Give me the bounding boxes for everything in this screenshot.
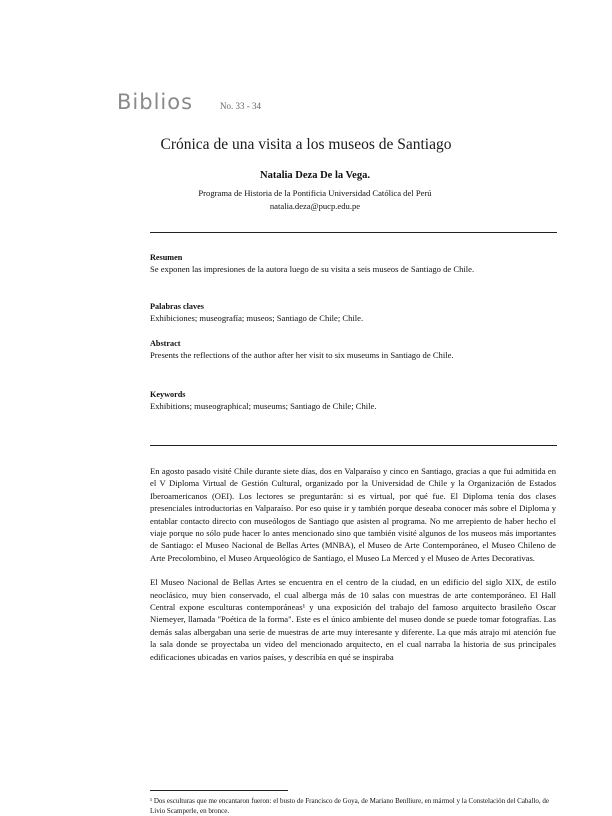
footnote-1: ¹ Dos esculturas que me encantaron fueron: el busto de Francisco de Goya, de Mariano Benlliure, en mármol y la Constelación del Caballo, de Livio Scamperle, en bronce. (150, 797, 550, 815)
palabras-text: Exhibiciones; museografía; museos; Santiago de Chile; Chile. (150, 313, 364, 323)
article-body (150, 465, 556, 675)
palabras-section (150, 301, 560, 324)
journal-name: Biblios (117, 90, 194, 114)
palabras-heading: Palabras claves (150, 302, 204, 311)
abstract-section (150, 338, 530, 361)
keywords-section (150, 389, 560, 412)
author-block (150, 170, 480, 213)
issue-number: No. 33 - 34 (220, 101, 261, 111)
keywords-text: Exhibitions; museographical; museums; Santiago de Chile; Chile. (150, 401, 377, 411)
bottom-divider (150, 445, 557, 446)
resumen-text: Se exponen las impresiones de la autora luego de su visita a seis museos de Santiago de Chile. (150, 264, 475, 274)
footnote-divider (150, 790, 288, 791)
resumen-section (150, 252, 560, 275)
resumen-heading: Resumen (150, 253, 183, 262)
body-paragraph-1: En agosto pasado visité Chile durante siete días, dos en Valparaíso y cinco en Santiago, gracias a que fui admitida en el V Diploma Virtual de Gestión Cultural, organizado por la Universidad de Chile y la Organización de Estados Iberoamericanos (OEI). Los lectores se preguntarán: si es virtual, por qué fue. El Diploma tenía dos clases presenciales introductorias en Valparaíso. Por eso quise ir y también porque deseaba conocer más sobre el Diploma y entablar contacto directo con museólogos de Santiago que asisten al programa. No me arrepiento de haber hecho el viaje porque no sólo pude hacer lo antes mencionado sino que también visité algunos de los museos más importantes de Santiago: el Museo Nacional de Bellas Artes (MNBA), el Museo de Arte Contemporáneo, el Museo Chileno de Arte Precolombino, el Museo Arqueológico de Santiago, el Museo La Merced y el Museo de Artes Decorativas. (150, 466, 556, 563)
top-divider (150, 232, 557, 233)
keywords-heading: Keywords (150, 390, 186, 399)
article-title: Crónica de una visita a los museos de Santiago (160, 136, 452, 153)
author-email[interactable]: natalia.deza@pucp.edu.pe (269, 201, 361, 211)
abstract-heading: Abstract (150, 339, 181, 348)
author-name: Natalia Deza De la Vega. (260, 170, 370, 181)
author-affiliation: Programa de Historia de la Pontificia Universidad Católica del Perú (198, 188, 432, 198)
body-paragraph-2: El Museo Nacional de Bellas Artes se encuentra en el centro de la ciudad, en un edificio del siglo XIX, de estilo neoclásico, muy bien conservado, el cual alberga más de 10 salas con muestras de arte contemporáneo. El Hall Central expone esculturas contemporáneas¹ y una exposición del trabajo del famoso arquitecto brasileño Oscar Niemeyer, llamada "Poética de la forma". Este es el único ambiente del museo donde se puede tomar fotografías. Las demás salas albergaban una serie de muestras de arte muy interesante y diferente. La que más atrajo mi atención fue la sala donde se proyectaba un video del mencionado arquitecto, en el cual narraba la historia de sus principales edificaciones ubicadas en varios países, y describía en qué se inspiraba (150, 577, 556, 662)
abstract-text: Presents the reflections of the author after her visit to six museums in Santiago de Chile. (150, 350, 454, 360)
